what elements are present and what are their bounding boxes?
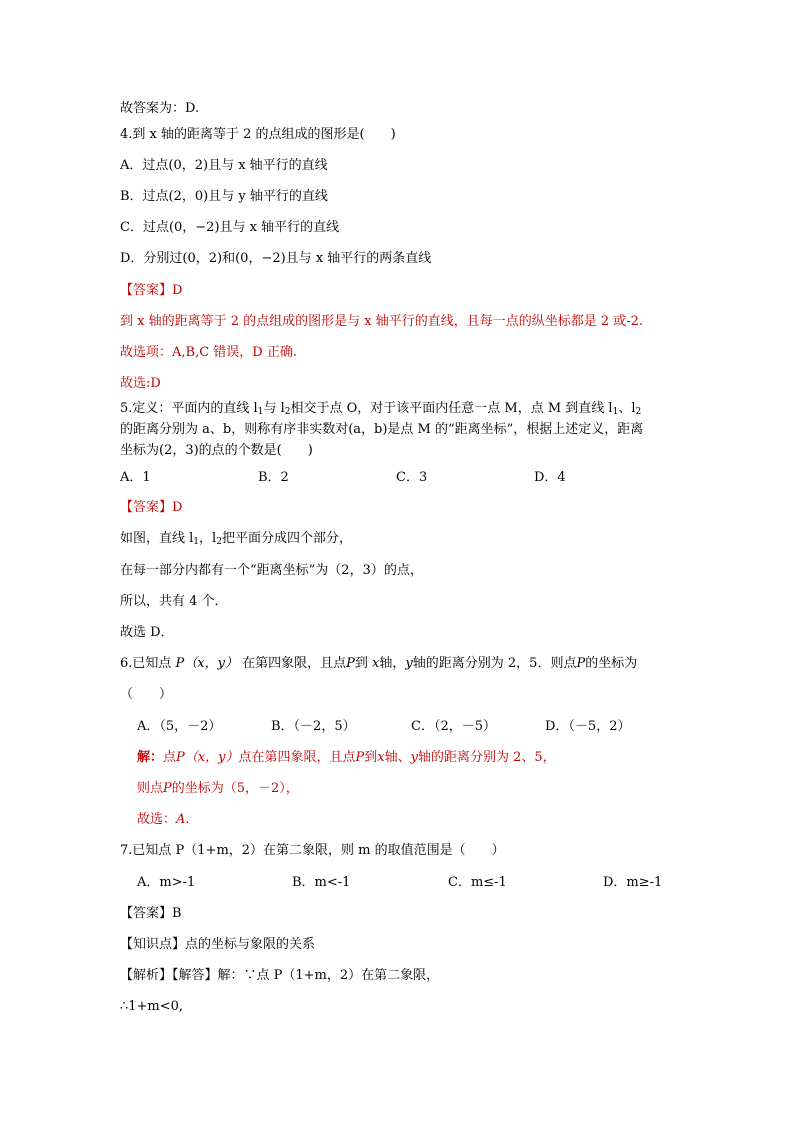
q5-explanation-1: 如图，直线 $l_1$，$l_2$把平面分成四个部分， xyxy=(120,531,352,547)
question-4: 4.到 x 轴的距离等于 2 的点组成的图形是( ) xyxy=(120,127,396,142)
question-5-line-1: 5.定义：平面内的直线 $l_1$与 $l_2$相交于点 O，对于该平面内任意一点 M，点 M 到直线 $l_1$、$l_2$ xyxy=(120,401,642,417)
question-7: 7.已知点 P（1+m，2）在第二象限，则 m 的取值范围是（ ） xyxy=(120,843,505,858)
q5-option-a: A．1 xyxy=(120,470,151,485)
q7-option-c: C．m≤-1 xyxy=(448,875,507,890)
question-6-line-1: 6.已知点 P（x，y） 在第四象限，且点P到 x轴，y轴的距离分别为 2，5．则点P的坐标为 xyxy=(120,656,638,671)
q6-option-a: A．（5，－2） xyxy=(137,719,222,734)
q5-explanation-3: 所以，共有 4 个． xyxy=(120,594,228,609)
question-6-line-2: （ ） xyxy=(120,687,173,702)
q6-solution-1: 解：点P（x，y）点在第四象限，且点P到x轴、y轴的距离分别为 2、5， xyxy=(137,750,556,765)
q4-option-c: C．过点(0，−2)且与 x 轴平行的直线 xyxy=(120,220,340,235)
q5-option-b: B．2 xyxy=(258,470,289,485)
q6-solution-2: 则点P的坐标为（5，－2）， xyxy=(137,781,299,796)
q7-answer: 【答案】B xyxy=(120,906,182,921)
q7-knowledge-point: 【知识点】点的坐标与象限的关系 xyxy=(120,937,316,952)
q4-explanation-1: 到 x 轴的距离等于 2 的点组成的图形是与 x 轴平行的直线，且每一点的纵坐标都是 2 或-2. xyxy=(120,314,644,329)
q7-option-b: B．m<-1 xyxy=(292,875,351,890)
q4-option-d: D．分别过(0，2)和(0，−2)且与 x 轴平行的两条直线 xyxy=(120,251,432,266)
q4-option-a: A．过点(0，2)且与 x 轴平行的直线 xyxy=(120,158,328,173)
question-5-line-2: 的距离分别为 a、b，则称有序非实数对(a，b)是点 M 的“距离坐标”，根据上述定义，距离 xyxy=(120,422,644,437)
q4-explanation-3: 故选:D xyxy=(120,376,161,391)
q5-option-d: D．4 xyxy=(534,470,566,485)
q5-option-c: C．3 xyxy=(396,470,428,485)
q4-option-b: B．过点(2，0)且与 y 轴平行的直线 xyxy=(120,189,328,204)
q5-explanation-2: 在每一部分内都有一个“距离坐标”为（2，3）的点， xyxy=(120,563,423,578)
answer-line-3: 故答案为：D. xyxy=(120,101,200,116)
q4-explanation-2: 故选项：A,B,C 错误，D 正确. xyxy=(120,345,297,360)
q7-option-d: D．m≥-1 xyxy=(603,875,663,890)
q6-solution-3: 故选：A. xyxy=(137,812,190,827)
q7-analysis: 【解析】【解答】解：∵点 P（1+m，2）在第二象限， xyxy=(120,968,440,983)
q7-option-a: A．m>-1 xyxy=(137,875,196,890)
question-5-line-3: 坐标为(2，3)的点的个数是( ) xyxy=(120,443,313,458)
q6-option-b: B．（－2，5） xyxy=(271,719,356,734)
q7-step: ∴1+m<0, xyxy=(120,999,184,1014)
q5-explanation-4: 故选 D． xyxy=(120,625,174,640)
q4-answer: 【答案】D xyxy=(120,283,183,298)
q6-option-d: D．（－5，2） xyxy=(545,719,631,734)
q6-option-c: C．（2，－5） xyxy=(411,719,496,734)
q5-answer: 【答案】D xyxy=(120,500,183,515)
